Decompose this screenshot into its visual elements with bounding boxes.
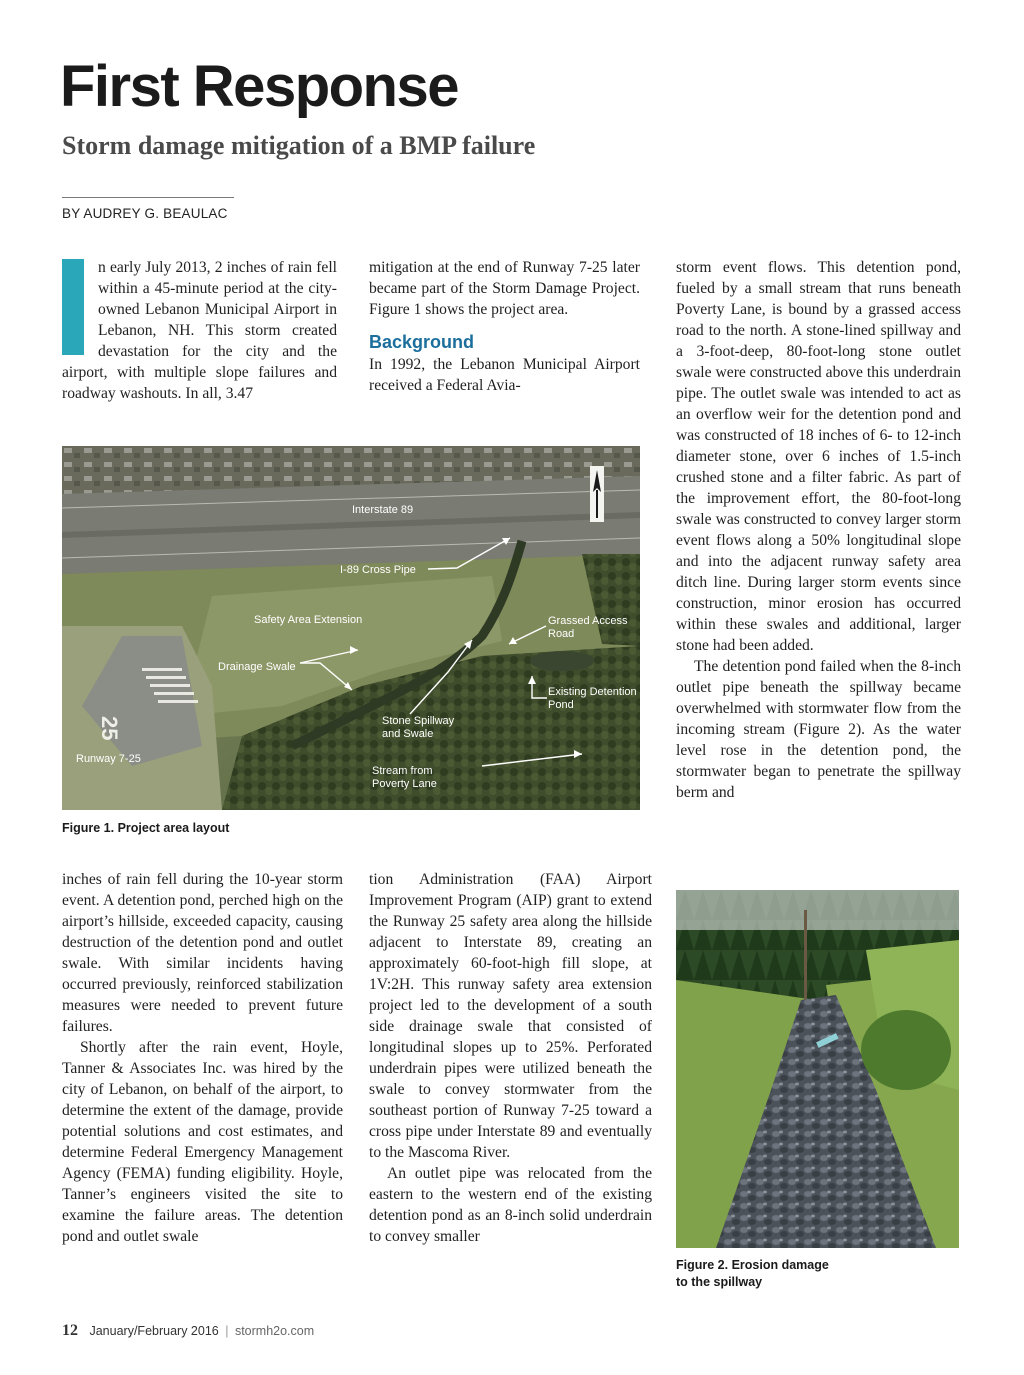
column-2-top (369, 257, 640, 396)
figure-2-caption-line-1: Figure 2. Erosion damage (676, 1258, 829, 1272)
figure-1 (62, 446, 640, 810)
col3-paragraph-2: The detention pond failed when the 8-inch outlet pipe beneath the spillway became overwhelmed with stormwater flow from the incoming stream (Figure 2). As the water level rose in the detention pond, the stormwater began to penetrate the spillway berm and (676, 658, 961, 801)
column-1-top (62, 257, 337, 427)
erosion-photo-image (676, 890, 959, 1248)
label-runway: Runway 7-25 (76, 753, 141, 765)
detention-pond (530, 651, 594, 671)
article-subtitle: Storm damage mitigation of a BMP failure (62, 131, 536, 160)
figure-2 (676, 890, 959, 1248)
page-number: 12 (62, 1322, 78, 1339)
section-heading-background: Background (369, 332, 475, 352)
aerial-map-image (62, 446, 640, 810)
label-grassed-access-1: Grassed Access (548, 615, 628, 627)
figure-2-caption (676, 1257, 829, 1291)
north-arrow-icon (590, 466, 604, 522)
label-spillway-2: and Swale (382, 728, 434, 740)
col2-paragraph-1: mitigation at the end of Runway 7-25 later became part of the Storm Damage Project. Figure 1 shows the project area. (369, 259, 640, 318)
col3-paragraph-1: storm event flows. This detention pond, fueled by a small stream that runs beneath Poverty Lane, is bound by a grassed access road to the north. A stone-lined spillway and a 3-foot-deep, 80-foot-long stone outlet swale were constructed above this underdrain pipe. The outlet swale was intended to act as an overflow weir for the detention pond and was constructed of 18 inches of 6- to 12-inch diameter stone, over 6 inches of 1.5-inch crushed stone and a filter fabric. As part of the improvement effort, the 80-foot-long swale was constructed to convey larger storm event flows along a 50% longitudinal slope and into the adjacent runway safety area ditch line. During larger storm events since construction, minor erosion has occurred within these swales and additional, larger stone had been added. (676, 259, 961, 654)
col2-bottom-paragraph-1: tion Administration (FAA) Airport Improvement Program (AIP) grant to extend the Runway 25 safety area along the hillside adjacent to Interstate 89, creating an approximately 60-foot-high fill slope, at 1V:2H. This runway safety area extension project led to the development of a south side drainage swale that consisted of longitudinal slopes up to 25%. Perforated underdrain pipes were utilized beneath the swale to convey stormwater from the southeast portion of Runway 7-25 toward a cross pipe under Interstate 89 and eventually to the Mascoma River. (369, 871, 652, 1161)
label-safety-area: Safety Area Extension (254, 614, 363, 626)
column-3 (676, 257, 961, 803)
column-2-bottom (369, 869, 652, 1247)
runway-number-marking: 25 (97, 716, 122, 741)
figure-1-caption: Figure 1. Project area layout (62, 821, 230, 835)
label-interstate: Interstate 89 (352, 504, 414, 516)
page-footer (62, 1322, 314, 1340)
byline: BY AUDREY G. BEAULAC (62, 206, 228, 221)
article-title: First Response (60, 54, 458, 119)
label-cross-pipe: I-89 Cross Pipe (340, 564, 416, 576)
shrub (861, 1010, 951, 1090)
footer-separator: | (225, 1324, 229, 1338)
website-link[interactable]: stormh2o.com (234, 1324, 315, 1338)
label-detention-1: Existing Detention (548, 686, 637, 698)
figure-2-caption-line-2: to the spillway (676, 1275, 763, 1289)
column-1-bottom (62, 869, 343, 1247)
label-grassed-access-2: Road (548, 628, 575, 640)
col1-bottom-paragraph-1: inches of rain fell during the 10-year storm event. A detention pond, perched high on the airport’s hillside, exceeded capacity, causing destruction of the detention pond and outlet swale. With similar incidents having occurred previously, reinforced stabilization measures were needed to prevent future failures. (62, 871, 343, 1035)
col1-bottom-paragraph-2: Shortly after the rain event, Hoyle, Tanner & Associates Inc. was hired by the city of Lebanon, on behalf of the airport, to determine the extent of the damage, provide potential solutions and cost estimates, and determine Federal Emergency Management Agency (FEMA) funding eligibility. Hoyle, Tanner’s engineers visited the site to examine the failure areas. The detention pond and outlet swale (62, 1039, 343, 1245)
label-detention-2: Pond (548, 699, 574, 711)
col2-paragraph-2: In 1992, the Lebanon Municipal Airport received a Federal Avia- (369, 356, 640, 394)
utility-pole (804, 910, 807, 1005)
label-stream-2: Poverty Lane (372, 778, 437, 790)
col2-bottom-paragraph-2: An outlet pipe was relocated from the eastern to the western end of the existing detention pond as an 8-inch solid underdrain to convey smaller (369, 1165, 652, 1245)
intro-paragraph: n early July 2013, 2 inches of rain fell within a 45-minute period at the city-owned Lebanon Municipal Airport in Lebanon, NH. This storm created devastation for the city and the airport, with multiple slope failures and roadway washouts. In all, 3.47 (62, 259, 337, 402)
label-stream-1: Stream from (372, 765, 433, 777)
label-drainage-swale: Drainage Swale (218, 661, 296, 673)
issue-date: January/February 2016 (89, 1324, 219, 1338)
byline-rule (62, 197, 234, 198)
label-spillway-1: Stone Spillway (382, 715, 455, 727)
drop-cap (62, 259, 84, 355)
